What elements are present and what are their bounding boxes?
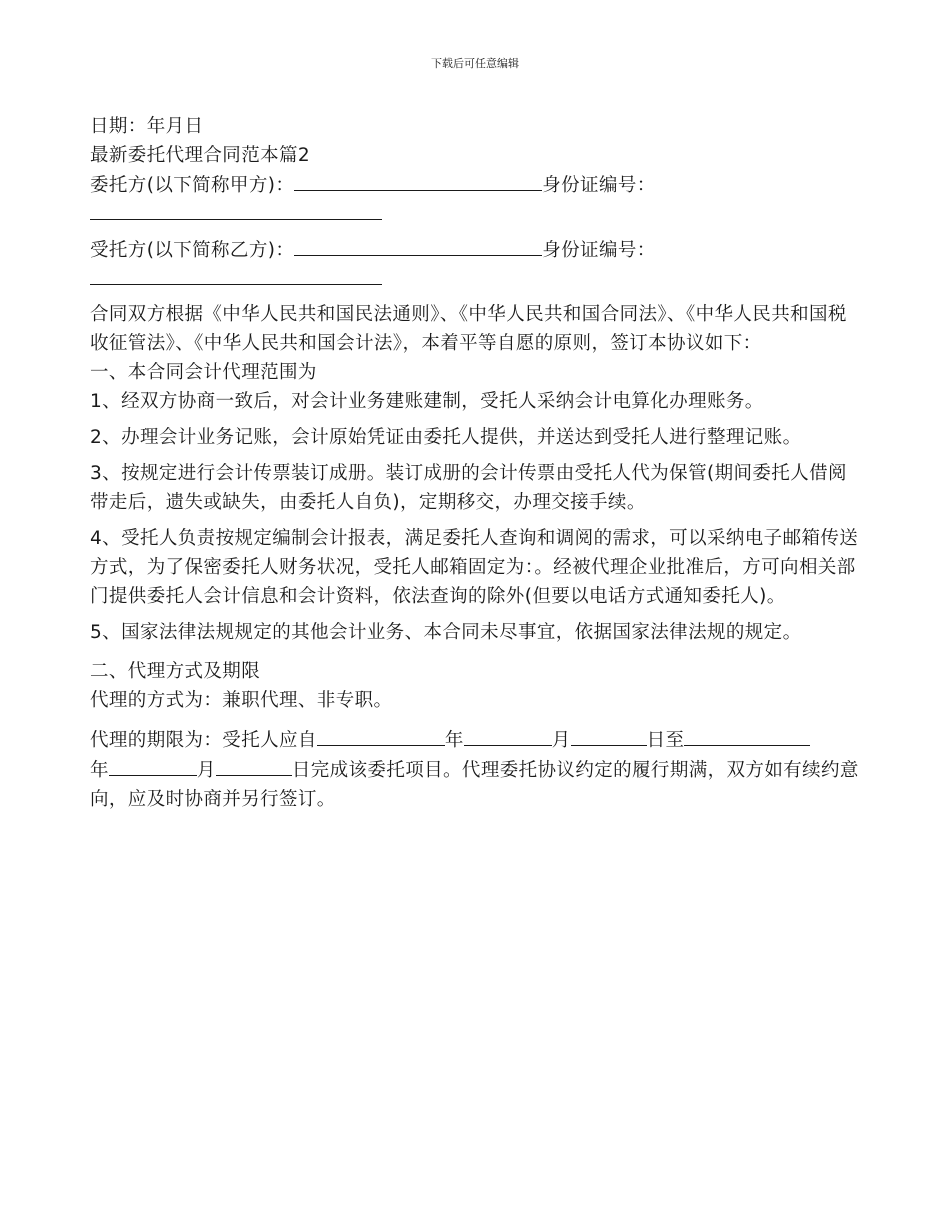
month-label: 月 bbox=[551, 730, 571, 751]
date-line: 日期：年月日 bbox=[90, 116, 204, 137]
clause-3: 3、按规定进行会计传票装订成册。装订成册的会计传票由受托人代为保管(期间委托人借阅带走后，遗失或缺失，由委托人自负)，定期移交，办理交接手续。 bbox=[90, 463, 847, 513]
party-a-id-blank[interactable] bbox=[90, 199, 382, 220]
party-a-name-blank[interactable] bbox=[294, 170, 542, 191]
intro-paragraph: 合同双方根据《中华人民共和国民法通则》、《中华人民共和国合同法》、《中华人民共和国税收征管法》、《中华人民共和国会计法》，本着平等自愿的原则，签订本协议如下： bbox=[90, 304, 847, 354]
agency-period-paragraph bbox=[90, 725, 865, 814]
month-label-2: 月 bbox=[196, 760, 216, 781]
clause-5: 5、国家法律法规规定的其他会计业务、本合同未尽事宜，依据国家法律法规的规定。 bbox=[90, 622, 802, 643]
start-day-blank[interactable] bbox=[571, 725, 647, 746]
period-prefix: 代理的期限为：受托人应自 bbox=[90, 730, 317, 751]
end-month-blank[interactable] bbox=[109, 755, 197, 776]
document-title: 最新委托代理合同范本篇2 bbox=[90, 145, 311, 166]
clause-2: 2、办理会计业务记账，会计原始凭证由委托人提供，并送达到受托人进行整理记账。 bbox=[90, 427, 802, 448]
document-body bbox=[90, 112, 865, 814]
clause-4: 4、受托人负责按规定编制会计报表，满足委托人查询和调阅的需求，可以采纳电子邮箱传送方式，为了保密委托人财务状况，受托人邮箱固定为：。经被代理企业批准后，方可向相关部门提供委托人会计信息和会计资料，依法查询的除外(但要以电话方式通知委托人)。 bbox=[90, 528, 859, 607]
party-b-line bbox=[90, 235, 865, 264]
party-a-id-label: 身份证编号： bbox=[542, 175, 656, 196]
clause-1: 1、经双方协商一致后，对会计业务建账建制，受托人采纳会计电算化办理账务。 bbox=[90, 391, 764, 412]
year-label-2: 年 bbox=[90, 760, 109, 781]
section-1-heading: 一、本合同会计代理范围为 bbox=[90, 362, 317, 383]
party-a-label: 委托方(以下简称甲方)： bbox=[90, 175, 295, 196]
page-header: 下载后可任意编辑 bbox=[431, 57, 519, 70]
party-b-id-line bbox=[90, 264, 865, 293]
end-day-blank[interactable] bbox=[216, 755, 292, 776]
agency-method: 代理的方式为：兼职代理、非专职。 bbox=[90, 690, 393, 711]
end-year-blank[interactable] bbox=[684, 725, 810, 746]
start-year-blank[interactable] bbox=[317, 725, 445, 746]
party-a-line bbox=[90, 170, 865, 199]
party-b-label: 受托方(以下简称乙方)： bbox=[90, 240, 295, 261]
year-label: 年 bbox=[444, 730, 464, 751]
section-2-heading: 二、代理方式及期限 bbox=[90, 661, 261, 682]
party-b-id-label: 身份证编号： bbox=[542, 240, 656, 261]
start-month-blank[interactable] bbox=[464, 725, 552, 746]
day-done-label: 日完成该委托项目。 bbox=[291, 760, 462, 781]
period-suffix: 代理委托协议约定的履行期满，双方如有续约意向，应及时协商并另行签订。 bbox=[90, 760, 859, 810]
party-b-id-blank[interactable] bbox=[90, 264, 382, 285]
party-a-id-line bbox=[90, 199, 865, 228]
day-to-label: 日至 bbox=[646, 730, 685, 751]
party-b-name-blank[interactable] bbox=[294, 235, 542, 256]
